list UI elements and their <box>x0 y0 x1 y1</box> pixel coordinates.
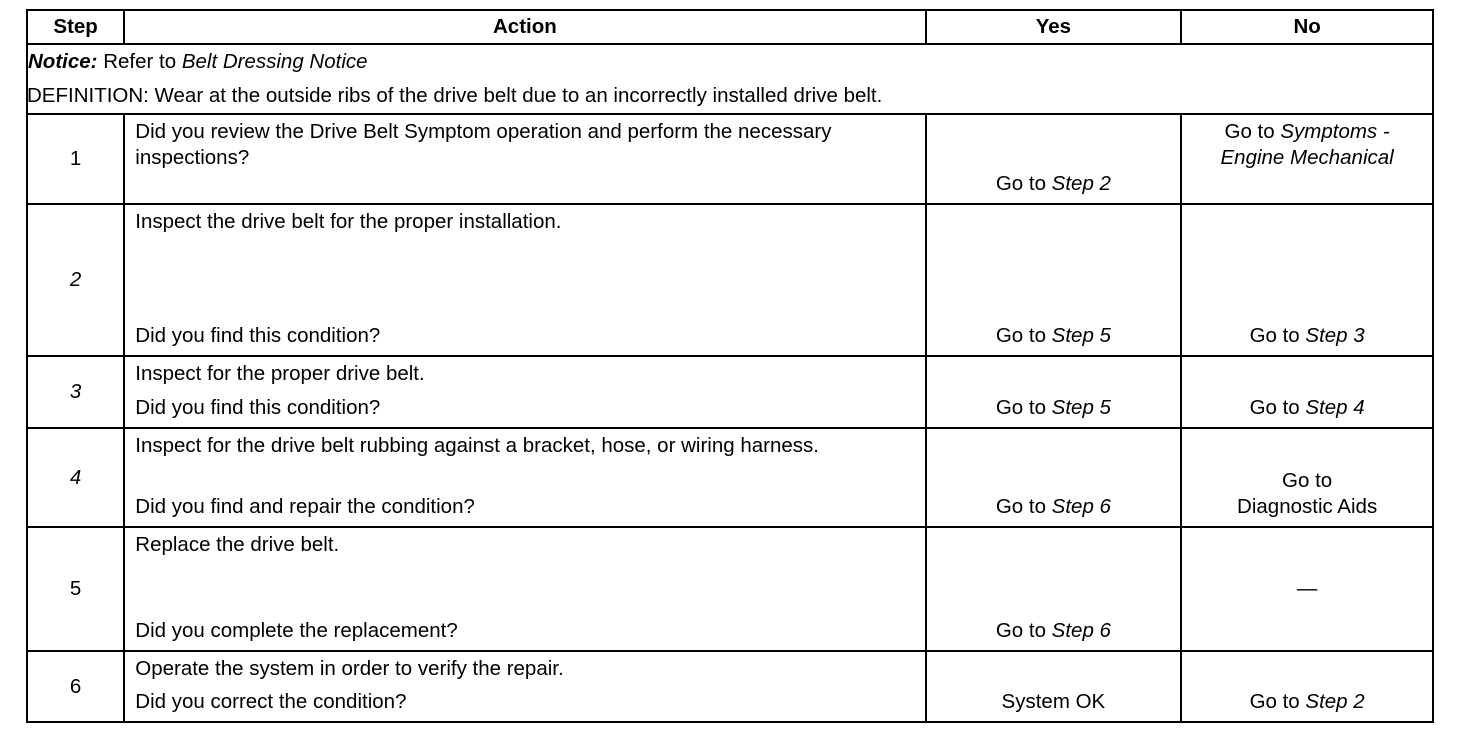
action-cell <box>124 527 925 651</box>
action-cell <box>124 114 925 204</box>
action-text: Inspect for the drive belt rubbing against a bracket, hose, or wiring harness. <box>135 434 819 457</box>
step-number: 5 <box>27 527 124 651</box>
action-question: Did you find and repair the condition? <box>135 495 475 518</box>
notice-line <box>28 45 1432 79</box>
table-row <box>27 651 1433 722</box>
notice-label: Notice: <box>28 50 98 73</box>
action-question: Did you correct the condition? <box>135 690 407 713</box>
header-row <box>27 10 1433 44</box>
action-cell <box>124 356 925 428</box>
table-row <box>27 204 1433 356</box>
step-number: 4 <box>27 428 124 527</box>
step-number: 3 <box>27 356 124 428</box>
no-text: Go to Diagnostic Aids <box>1237 469 1378 518</box>
yes-text: Go to Step 6 <box>995 619 1111 642</box>
action-cell <box>124 651 925 722</box>
action-cell <box>124 204 925 356</box>
no-text: Go to Symptoms - Engine Mechanical <box>1220 120 1394 169</box>
no-text: Go to Step 3 <box>1249 324 1365 347</box>
step-number: 2 <box>27 204 124 356</box>
notice-cell <box>27 44 1433 114</box>
action-question: Did you find this condition? <box>135 324 381 347</box>
action-text: Operate the system in order to verify the repair. <box>135 657 564 680</box>
no-cell <box>1181 204 1433 356</box>
yes-cell <box>926 204 1182 356</box>
yes-text: Go to Step 6 <box>995 495 1111 518</box>
yes-text: Go to Step 5 <box>995 324 1111 347</box>
table-row <box>27 114 1433 204</box>
table-row <box>27 527 1433 651</box>
no-text: Go to Step 4 <box>1249 396 1365 419</box>
step-number: 1 <box>27 114 124 204</box>
no-cell <box>1181 114 1433 204</box>
no-text: — <box>1296 577 1318 600</box>
header-yes: Yes <box>926 10 1182 44</box>
step-number: 6 <box>27 651 124 722</box>
yes-cell <box>926 114 1182 204</box>
no-cell <box>1181 428 1433 527</box>
action-question: Did you find this condition? <box>135 396 381 419</box>
table-row <box>27 356 1433 428</box>
header-no: No <box>1181 10 1433 44</box>
no-cell <box>1181 527 1433 651</box>
table-row <box>27 428 1433 527</box>
action-text: Inspect the drive belt for the proper installation. <box>135 210 562 233</box>
header-action: Action <box>124 10 925 44</box>
yes-cell <box>926 428 1182 527</box>
no-text: Go to Step 2 <box>1249 690 1365 713</box>
no-cell <box>1181 651 1433 722</box>
yes-text: System OK <box>1001 690 1106 713</box>
no-cell <box>1181 356 1433 428</box>
notice-link: Belt Dressing Notice <box>181 50 368 73</box>
yes-text: Go to Step 2 <box>995 172 1111 195</box>
action-question: Did you complete the replacement? <box>135 619 458 642</box>
yes-cell <box>926 356 1182 428</box>
action-text: Inspect for the proper drive belt. <box>135 362 425 385</box>
action-text: Did you review the Drive Belt Symptom operation and perform the necessary inspections? <box>135 120 832 169</box>
header-step: Step <box>27 10 124 44</box>
yes-text: Go to Step 5 <box>995 396 1111 419</box>
action-text: Replace the drive belt. <box>135 533 340 556</box>
action-cell <box>124 428 925 527</box>
definition-line: DEFINITION: Wear at the outside ribs of the drive belt due to an incorrectly installed drive belt. <box>27 84 883 107</box>
diagnostic-table <box>26 9 1434 723</box>
yes-cell <box>926 651 1182 722</box>
notice-row <box>27 44 1433 114</box>
notice-text: Refer to <box>103 50 177 73</box>
yes-cell <box>926 527 1182 651</box>
